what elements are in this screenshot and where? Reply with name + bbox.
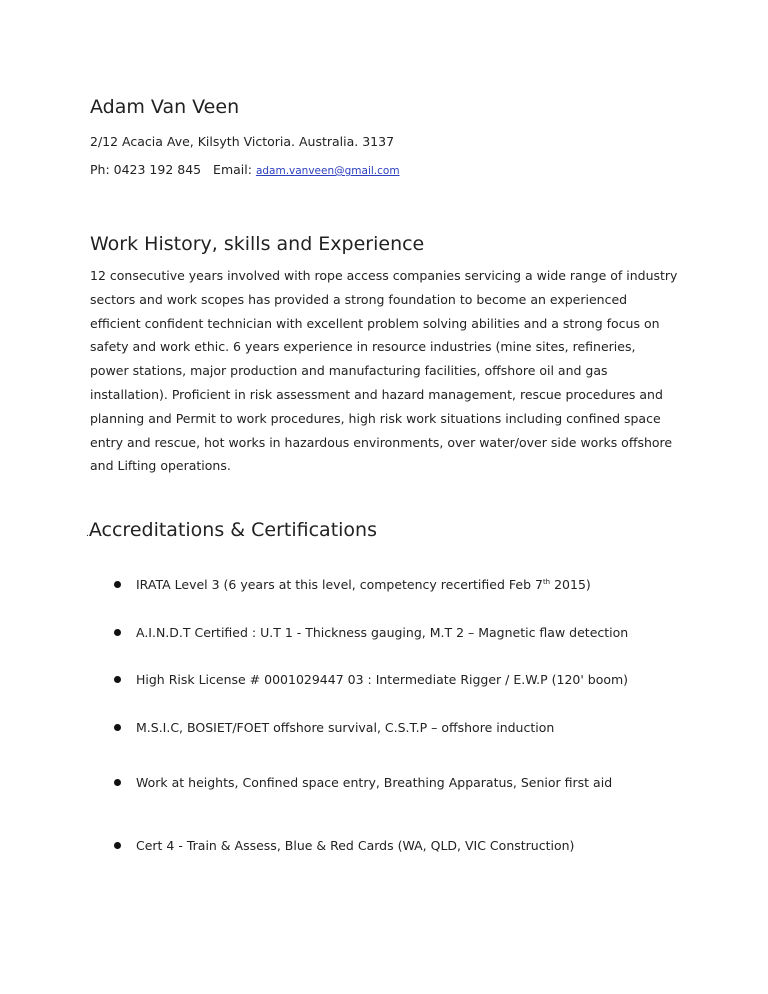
accreditations-heading-text: Accreditations & Certifications xyxy=(88,519,377,541)
address: 2/12 Acacia Ave, Kilsyth Victoria. Australia. 3137 xyxy=(90,134,395,149)
bullet-icon xyxy=(114,581,121,588)
person-name: Adam Van Veen xyxy=(90,96,240,118)
work-history-paragraph xyxy=(90,264,700,478)
list-item-text: A.I.N.D.T Certified : U.T 1 - Thickness gauging, M.T 2 – Magnetic flaw detection xyxy=(136,625,629,640)
phone: Ph: 0423 192 845 xyxy=(90,162,202,177)
list-item-text: High Risk License # 0001029447 03 : Intermediate Rigger / E.W.P (120' boom) xyxy=(136,672,629,687)
email-link[interactable]: adam.vanveen@gmail.com xyxy=(255,165,400,177)
list-item-text: Cert 4 - Train & Assess, Blue & Red Cards (WA, QLD, VIC Construction) xyxy=(136,838,575,853)
paragraph-line: efficient confident technician with excellent problem solving abilities and a strong focus on xyxy=(90,315,660,331)
paragraph-line: installation). Proficient in risk assessment and hazard management, rescue procedures and xyxy=(90,386,663,402)
paragraph-line: safety and work ethic. 6 years experience in resource industries (mine sites, refineries, xyxy=(90,339,636,355)
list-item-text-end: 2015) xyxy=(550,577,591,592)
bullet-icon xyxy=(114,779,121,786)
paragraph-line: sectors and work scopes has provided a strong foundation to become an experienced xyxy=(90,291,628,307)
list-item-text: IRATA Level 3 (6 years at this level, competency recertified Feb 7 xyxy=(136,577,543,592)
bullet-icon xyxy=(114,676,121,683)
bullet-icon xyxy=(114,629,121,636)
list-item-text: Work at heights, Confined space entry, Breathing Apparatus, Senior first aid xyxy=(136,775,613,790)
accreditations-heading xyxy=(86,519,377,541)
paragraph-line: power stations, major production and manufacturing facilities, offshore oil and gas xyxy=(90,363,608,379)
paragraph-line: planning and Permit to work procedures, high risk work situations including confined space xyxy=(90,410,661,426)
heading-prefix: . xyxy=(86,529,89,539)
list-item-text: M.S.I.C, BOSIET/FOET offshore survival, C.S.T.P – offshore induction xyxy=(136,720,555,735)
email-label: Email: xyxy=(213,162,252,177)
bullet-icon xyxy=(114,724,121,731)
paragraph-line: 12 consecutive years involved with rope access companies servicing a wide range of industry xyxy=(90,268,678,283)
superscript: th xyxy=(542,577,551,586)
work-history-heading: Work History, skills and Experience xyxy=(90,233,425,255)
paragraph-line: and Lifting operations. xyxy=(90,458,231,474)
bullet-icon xyxy=(114,842,121,849)
paragraph-line: entry and rescue, hot works in hazardous environments, over water/over side works offshore xyxy=(90,434,673,450)
contact-line xyxy=(90,162,400,177)
